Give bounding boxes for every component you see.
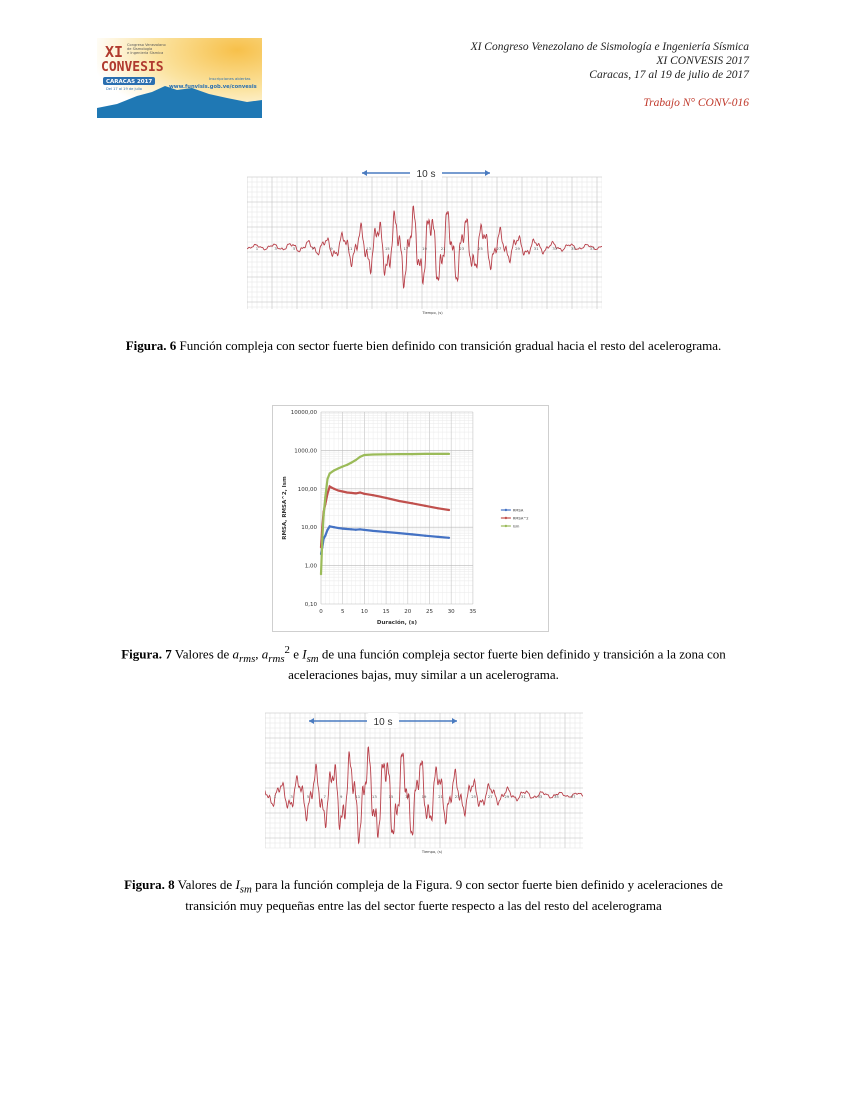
time-tick-label: 19 [422, 246, 427, 251]
time-tick-label: 1 [255, 246, 259, 251]
figure-6-plot [247, 155, 602, 323]
time-tick-label: 9 [340, 794, 343, 799]
subscript-sm: sm [239, 883, 252, 896]
figure-7-chart [272, 405, 549, 632]
data-point [337, 489, 339, 491]
data-point [363, 529, 365, 531]
conference-edition: XI CONVESIS 2017 [656, 55, 749, 67]
data-point [326, 478, 328, 480]
data-point [324, 535, 326, 537]
data-point [342, 527, 344, 529]
legend-label: RMSA^2 [512, 516, 529, 521]
data-point [350, 462, 352, 464]
y-tick-label: 1,00 [304, 563, 317, 570]
data-point [333, 469, 335, 471]
paper-number: Trabajo N° CONV-016 [643, 97, 749, 109]
svg-text:CONVESIS: CONVESIS [101, 60, 164, 75]
x-tick-label: 10 [360, 609, 368, 615]
subscript-sm: sm [306, 652, 319, 665]
arrow-head-left [362, 170, 367, 176]
legend-marker [505, 517, 507, 519]
y-tick-label: 1000,00 [294, 448, 317, 455]
time-tick-label: 21 [440, 246, 446, 251]
convesis-logo [97, 38, 262, 118]
data-point [448, 509, 450, 511]
figure-8-caption-post: para la función compleja de la Figura. 9 con sector fuerte bien definido y aceleraciones de transición muy pequeñas entre las del sector fuerte respecto a las del resto del acelerograma [185, 877, 723, 913]
data-point [424, 453, 426, 455]
data-point [398, 532, 400, 534]
data-point [323, 515, 325, 517]
data-point [363, 454, 365, 456]
data-point [337, 527, 339, 529]
time-tick-label: 25 [471, 794, 477, 799]
x-axis-label: Tiempo, (s) [421, 850, 443, 854]
time-tick-label: 35 [570, 246, 576, 251]
data-point [437, 453, 439, 455]
data-point [372, 453, 374, 455]
time-tick-label: 35 [554, 794, 559, 799]
data-point [355, 492, 357, 494]
data-point [424, 505, 426, 507]
data-point [346, 491, 348, 493]
time-tick-label: 1 [273, 794, 277, 799]
y-tick-label: 10,00 [301, 525, 317, 532]
data-point [385, 453, 387, 455]
time-tick-label: 37 [570, 794, 576, 799]
legend-marker [505, 525, 507, 527]
data-point [448, 453, 450, 455]
superscript-2: 2 [284, 644, 290, 656]
svg-text:XI: XI [105, 43, 124, 61]
time-tick-label: 21 [438, 794, 443, 799]
figure-7-caption-label: Figura. 7 [121, 646, 172, 662]
svg-text:e Ingeniería Sísmica: e Ingeniería Sísmica [127, 51, 164, 55]
data-point [398, 500, 400, 502]
figure-6-caption-text: Función compleja con sector fuerte bien definido con transición gradual hacia el resto del acelerograma. [176, 338, 722, 353]
data-point [329, 485, 331, 487]
data-point [359, 456, 361, 458]
x-axis-label: Tiempo, (s) [422, 311, 443, 315]
x-tick-label: 15 [382, 609, 390, 615]
figure-7-log-chart [273, 406, 548, 631]
span-label: 10 s [416, 169, 436, 180]
svg-text:Congreso Venezolano: Congreso Venezolano [127, 43, 166, 47]
caption-conjunction: e [289, 646, 303, 662]
subscript-rms: rms [239, 652, 256, 665]
arrow-head-right [485, 170, 490, 176]
data-point [355, 459, 357, 461]
data-point [350, 492, 352, 494]
data-point [350, 528, 352, 530]
data-point [363, 493, 365, 495]
time-tick-label: 25 [477, 246, 483, 251]
x-tick-label: 0 [319, 609, 323, 615]
y-axis-label: RMSA, RMSA^2, Ism [282, 476, 288, 540]
data-point [355, 529, 357, 531]
data-point [346, 528, 348, 530]
x-tick-label: 35 [469, 609, 477, 615]
time-tick-label: 15 [388, 794, 394, 799]
legend-marker [505, 509, 507, 511]
conference-header [471, 40, 749, 82]
time-tick-label: 33 [537, 794, 543, 799]
symbol-I: I [235, 877, 240, 892]
figure-6-caption [110, 338, 737, 353]
symbol-a: a [232, 646, 240, 662]
symbol-a-squared: a [261, 646, 269, 662]
figure-8-plot [265, 709, 583, 858]
time-tick-label: 29 [504, 794, 510, 799]
symbol-separator: , [255, 646, 262, 662]
time-tick-label: 7 [323, 794, 326, 799]
svg-text:CARACAS 2017: CARACAS 2017 [106, 79, 153, 85]
time-tick-label: 13 [366, 246, 372, 251]
figure-8-caption-pre: Valores de [174, 877, 236, 892]
figure-6-caption-label: Figura. 6 [125, 338, 177, 353]
data-point [333, 488, 335, 490]
x-tick-label: 30 [447, 609, 455, 615]
time-tick-label: 23 [459, 246, 465, 251]
data-point [320, 573, 322, 575]
data-point [342, 490, 344, 492]
time-tick-label: 17 [403, 246, 409, 251]
time-tick-label: 5 [306, 794, 310, 799]
time-tick-label: 31 [520, 794, 526, 799]
data-point [346, 464, 348, 466]
x-axis-label: Duración, (s) [376, 620, 417, 626]
figure-8-caption [110, 877, 737, 913]
grid [247, 177, 602, 309]
data-point [398, 453, 400, 455]
data-point [411, 502, 413, 504]
time-tick-label: 27 [487, 794, 493, 799]
time-tick-label: 11 [355, 794, 361, 799]
time-tick-label: 3 [274, 246, 277, 251]
conference-title: XI Congreso Venezolano de Sismología e Ingeniería Sísmica [470, 41, 749, 53]
data-point [372, 494, 374, 496]
legend-label: RMSA [512, 508, 524, 513]
time-tick-label: 5 [293, 246, 296, 251]
conference-dates: Caracas, 17 al 19 de julio de 2017 [589, 69, 749, 81]
y-tick-label: 0,10 [304, 602, 317, 608]
time-tick-label: 29 [515, 246, 520, 251]
data-point [342, 465, 344, 467]
y-tick-label: 10000,00 [290, 410, 317, 416]
figure-6-accelerogram [247, 155, 602, 323]
data-point [337, 467, 339, 469]
svg-text:Inscripciones abiertas: Inscripciones abiertas [209, 76, 251, 81]
span-label: 10 s [373, 717, 393, 728]
symbol-I: I [302, 646, 307, 662]
data-point [333, 526, 335, 528]
grid [265, 713, 583, 848]
x-tick-label: 5 [340, 609, 345, 615]
data-point [385, 531, 387, 533]
data-point [359, 491, 361, 493]
svg-text:www.funvisis.gob.ve/convesis: www.funvisis.gob.ve/convesis [169, 84, 257, 90]
x-tick-label: 25 [426, 609, 433, 615]
data-point [324, 496, 326, 498]
data-point [411, 453, 413, 455]
time-tick-label: 17 [405, 794, 410, 799]
data-point [329, 472, 331, 474]
time-tick-label: 13 [371, 794, 377, 799]
data-point [437, 507, 439, 509]
time-tick-label: 7 [311, 246, 315, 251]
figure-7-caption-t2: de una función compleja sector fuerte bien definido y transición a la zona con aceleraciones bajas, muy similar a un acelerograma. [288, 646, 726, 682]
chart-grid [321, 412, 473, 604]
data-point [411, 533, 413, 535]
subscript-rms-2: rms [268, 652, 285, 665]
data-point [321, 538, 323, 540]
figure-8-accelerogram [265, 709, 583, 858]
time-tick-label: 9 [330, 246, 333, 251]
y-tick-label: 100,00 [297, 486, 317, 493]
convesis-logo-graphic [97, 38, 262, 118]
time-tick-label: 15 [384, 246, 390, 251]
time-tick-label: 23 [454, 794, 460, 799]
time-tick-label: 31 [533, 246, 539, 251]
figure-7-caption-t1: Valores de [171, 646, 233, 662]
time-tick-label: 27 [496, 246, 502, 251]
data-point [326, 529, 328, 531]
data-point [329, 525, 331, 527]
legend-label: Ism [512, 524, 520, 529]
figure-8-caption-label: Figura. 8 [124, 877, 175, 892]
data-point [448, 537, 450, 539]
data-point [385, 497, 387, 499]
time-tick-label: 33 [552, 246, 558, 251]
svg-text:Del 17 al 19 de julio: Del 17 al 19 de julio [106, 87, 142, 91]
data-point [424, 535, 426, 537]
time-tick-label: 3 [290, 794, 293, 799]
figure-7-caption [92, 643, 755, 682]
svg-text:de Sismología: de Sismología [127, 47, 153, 51]
data-point [372, 530, 374, 532]
time-tick-label: 11 [347, 246, 353, 251]
time-tick-label: 19 [421, 794, 427, 799]
data-point [359, 528, 361, 530]
data-point [437, 536, 439, 538]
time-tick-label: 37 [589, 246, 595, 251]
x-tick-label: 20 [404, 609, 412, 615]
